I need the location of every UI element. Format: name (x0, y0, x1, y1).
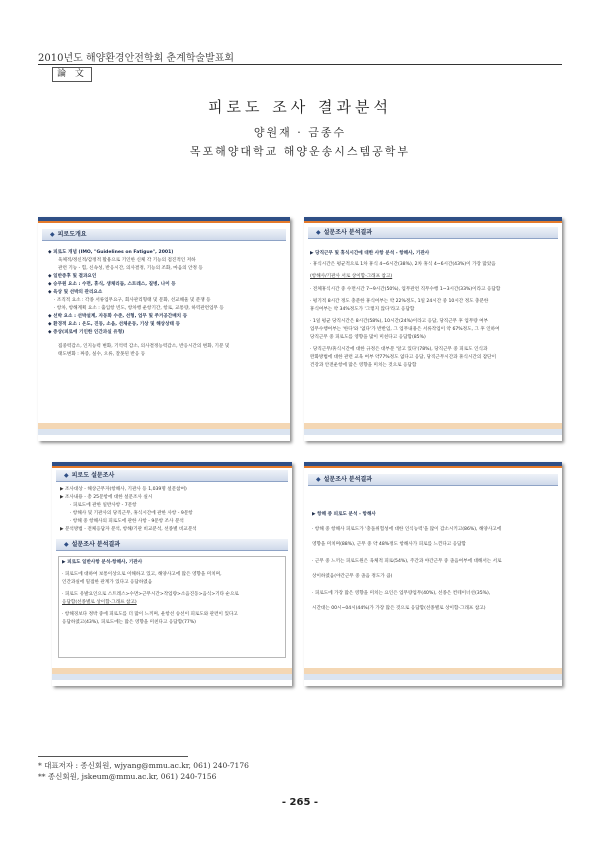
slide-line: 응답함(선종별로 상이함-그래프 참고) (62, 600, 137, 605)
page-number: - 265 - (281, 797, 319, 808)
slide-line: · 전체휴식시간 중 수면시간 7~9시간(50%), 업무관련 직무수행 1~3시간(33%)이라고 응답함 (310, 287, 501, 292)
slide-accent-bar (304, 221, 562, 223)
slide-line: ▶ 당직근무 및 휴식시간에 대한 사항 분석 - 항해사, 기관사 (310, 251, 430, 256)
slide-line: ▶ 피로도 일반사항 분석-항해사, 기관사 (62, 560, 143, 565)
slide-line: · 항해사 및 기관사의 당직근무, 휴식시간에 관한 사항 - 9문항 (70, 511, 193, 516)
slide-line: ▶ 분석방법 - 전체응답자 분석, 항해/기관 비교분석, 선종별 비교분석 (60, 527, 197, 532)
slide-line: · 근무 중 느끼는 피로도원은 육체적 피로(54%), 주간과 야간근무 중 졸음여부에 대해서는 서로 (312, 559, 502, 564)
slide-header (56, 470, 288, 482)
slide-line: ▶ 항해 중 피로도 분석 - 항해사 (312, 512, 376, 517)
slide-accent-bar (304, 466, 562, 468)
slide-footer-band (304, 674, 562, 680)
diamond-icon: ◆ (64, 472, 69, 479)
slide-line: ◆ 승무원 요소 : 수면, 휴식, 생체리듬, 스트레스, 질병, 나이 등 (48, 282, 176, 287)
slide-line: · 항해경보다 정박 중에 피로도를 더 많이 느끼며, 운항선 승선이 피로도와 관련이 있다고 (62, 612, 238, 617)
slide-line: · 항해 중 항해사의 피로도에 관한 사항 - 9문항 조사 분석 (70, 519, 184, 524)
slide-fatigue-survey (52, 462, 292, 686)
slide-line: 당직근무 중 피로도를 영향을 많이 미친다고 응답함(85%) (310, 335, 426, 340)
slide-line: · 평기적 8시간 정도 충분한 휴식여부는 약 22%정도, 1일 24시간 중 10시간 정도 충분한 (310, 299, 489, 304)
slide-survey-results-watch (304, 217, 562, 441)
slide-body (48, 249, 229, 359)
conference-name: 2010년도 해양환경안전학회 춘계학술발표회 (38, 53, 235, 64)
slide-header (308, 227, 558, 239)
slide-line: 육체적/정신적/감정적 활용으로 기인한 신체 각 기능의 점진적인 저하 (58, 258, 196, 263)
footnote-rule (38, 756, 188, 757)
diamond-icon: ◆ (64, 541, 69, 548)
slide-title: 피로도개요 (57, 231, 87, 238)
slide-footer-band (52, 674, 292, 680)
slide-subtitle: 설문조사 분석결과 (71, 541, 121, 548)
slide-line: ◆ 피로도 개념 (IMO, "Guidelines on Fatigue", 2001) (48, 250, 174, 255)
slide-line: · 피로도에 대하여 보통이상으로 이해하고 있고, 해양사고에 많은 영향을 미치며, (62, 572, 222, 577)
slide-line: ▶ 조사내용 - 총 25문항에 대한 설문조사 실시 (60, 495, 153, 500)
header-rule (38, 64, 562, 65)
paper-authors: 양원재 · 금종수 (253, 126, 347, 139)
diamond-icon: ◆ (316, 476, 321, 483)
slide-header (308, 474, 558, 486)
footnote-corresponding-author: * 대표저자 : 종신회원, wjyang@mmu.ac.kr, 061) 240-7176 (38, 761, 249, 770)
slide-line: 상이하였음(야간근무 중 졸음 정도가 큼) (312, 574, 393, 579)
slide-footer-band (304, 429, 562, 435)
slide-header (42, 229, 286, 241)
slide-line: 휴식여부는 약 34%정도가 '그렇지 않다'라고 응답함 (310, 307, 415, 312)
slide-line: 응답하였고(43%), 피로도에는 많은 영향을 미친다고 응답함(77%) (62, 620, 196, 625)
slide-line: ◆ 환경적 요소 : 온도, 진동, 소음, 선체운동, 기상 및 해상상태 등 (48, 322, 181, 327)
slide-line: 태도변화 : 짜증, 실수, 오류, 잘못된 반응 등 (58, 352, 146, 357)
slide-survey-results-navigation (304, 462, 562, 686)
slide-line: · 피로도 유발요인으로 스트레스>수면>근무시간>작업량>소음진동>음식>기타 순으로 (62, 592, 239, 597)
slide-line: 완화방법에 대한 관련 교육 여부 약77%정도 없다고 응답, 당직근무시간과 휴식시간의 잠단이 (310, 355, 497, 360)
slide-line: ◆ 선박 요소 : 선박설계, 자동화 수준, 선형, 업무 및 주거공간배치 등 (48, 314, 188, 319)
slide-body (60, 486, 197, 534)
slide-subheader (56, 539, 288, 551)
slide-line: · 1일 평균 당직시간은 8시간(58%), 10시간(24%)이라고 응답, 당직근무 후 업무량 여부 (310, 319, 489, 324)
slide-title: 설문조사 분석결과 (323, 229, 373, 236)
slide-title: 피로도 설문조사 (71, 472, 115, 479)
slide-line: 건강과 안전운항에 많은 영향을 미치는 것으로 응답함 (310, 363, 417, 368)
slide-fatigue-overview (38, 217, 290, 441)
slide-footer-band (38, 429, 290, 435)
slide-line: 업무수행여부는 '한다'와 '없다'가 반반임, 그 업무내용은 서류작업이 약 67%정도, 그 후 인하여 (310, 327, 500, 332)
slide-line: (항해사/기관사 서로 상이함-그래프 참고) (310, 274, 393, 279)
diamond-icon: ◆ (316, 229, 321, 236)
slide-line: · 당직근무/휴식시간에 대한 규정은 대부분 '알고 있다'(78%), 당직근무 중 피로도 인식과 (310, 347, 488, 352)
slide-line: · 피로도에 관한 일반사항 - 7문항 (70, 503, 137, 508)
slide-line: ◆ 증상(피로에 기인한 인간과실 유형) (48, 330, 125, 335)
slide-accent-bar (38, 221, 290, 223)
slide-line: · 피로도에 가장 많은 영향을 미치는 요인은 업무량업무(40%), 선종은 컨테이너선(35%), (312, 591, 491, 596)
slide-line: · 휴식시간은 평균적으로 1차 휴식 4~6시간(38%), 2차 휴식 4~6시간(43%)이 가장 많았음 (310, 262, 496, 267)
slide-line: · 조직적 요소 : 각종 서류업무요구, 회사관리형태 및 문화, 선교해울 및 분쟁 등 (54, 298, 211, 303)
slide-body (310, 250, 500, 370)
footnote-coauthor: ** 종신회원, jskeum@mmu.ac.kr, 061) 240-7156 (38, 772, 217, 781)
slide-line: ▶ 조사대상 - 해상근무자(항해사, 기관사 등 1,039명 설문참여) (60, 487, 187, 492)
slide-line: 집중력감소, 인지능력 변화, 기억력 감소, 의사결정능력감소, 반응시간의 변화, 기분 및 (58, 344, 230, 349)
paper-title: 피로도 조사 결과분석 (208, 98, 392, 116)
slide-body (312, 510, 502, 613)
slide-line: · 항차, 항해계획 요소 : 출입항 빈도, 항차행 운항기간, 항로, 교통량, 하역관련업무 등 (54, 306, 224, 311)
slide-line: ◆ 일반증후 및 결과요인 (48, 274, 97, 279)
slide-accent-bar (52, 466, 292, 468)
slide-title: 설문조사 분석결과 (323, 476, 373, 483)
slide-line: · 항해 중 항해사 피로도가 '충돌위험성에 대한 인식능력'을 많이 감소시키고(86%), 해양사고에 (312, 527, 502, 532)
paper-affiliation: 목포해양대학교 해양운송시스템공학부 (189, 145, 411, 158)
slide-line: 관련 기능 - 힘, 신속성, 반응시간, 의사결정, 기능의 조화, 마음의 안정 등 (58, 266, 203, 271)
slide-line: 인간과실에 밀접한 관계가 있다고 응답하였음 (62, 580, 153, 585)
slide-line: 시간대는 00시~04시(44%)가 가장 많은 것으로 응답함(선종별로 상이함-그래프 참고) (312, 606, 486, 611)
slide-line: 영향을 미치며(88%), 근무 중 약 48%정도 항해사가 피로를 느낀다고 응답함 (312, 542, 466, 547)
paper-type-tag: 論 文 (52, 67, 92, 82)
diamond-icon: ◆ (50, 231, 55, 238)
slide-line: ◆ 육상 및 선박의 관리요소 (48, 290, 103, 295)
slide-body (62, 559, 239, 627)
